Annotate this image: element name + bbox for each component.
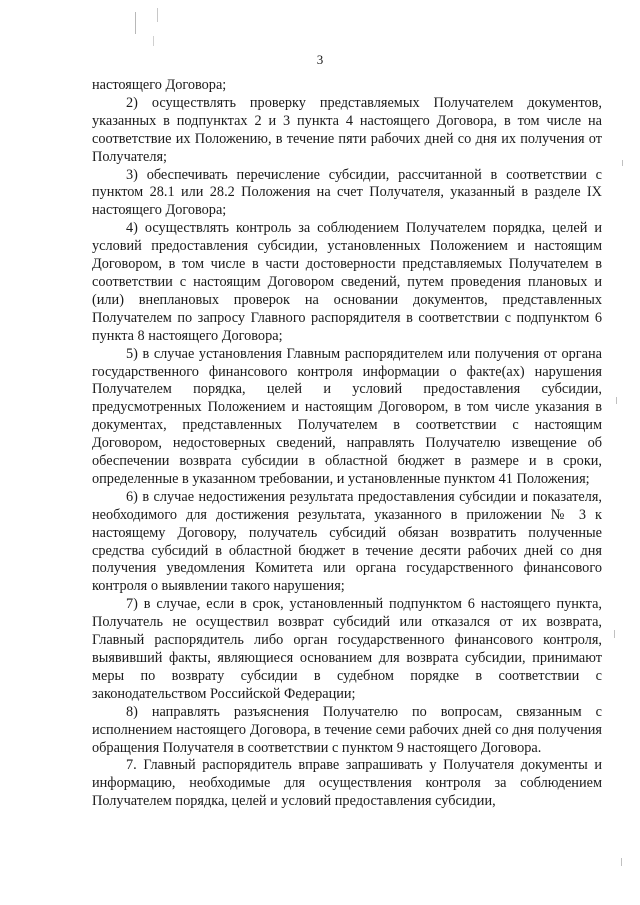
paragraph-clause-7: 7. Главный распорядитель вправе запрашивать у Получателя документы и информацию, необходимые для осуществления контроля за соблюдением Получателем порядка, целей и условий предоставления субсидии,	[92, 757, 602, 810]
scan-artifact-line	[135, 12, 136, 34]
scan-artifact-speck	[621, 858, 622, 866]
scan-artifact-speck	[616, 397, 617, 404]
scan-artifact-line	[153, 36, 154, 46]
paragraph-item-6: 6) в случае недостижения результата предоставления субсидии и показателя, необходимого для достижения результата, указанного в приложении № 3 к настоящему Договору, получатель субсидий обязан возвратить полученные средства субсидий в областной бюджет в течение десяти рабочих дней со дня получения уведомления Комитета или органа государственного финансового контроля о выявлении такого нарушения;	[92, 488, 602, 595]
paragraph-item-5: 5) в случае установления Главным распорядителем или получения от органа государственного финансового контроля информации о факте(ах) нарушения Получателем порядка, целей и условий предоставления субсидии, предусмотренных Положением и настоящим Договором, в том числе указания в документах, представленных Получателем в соответствии с настоящим Договором, недостоверных сведений, направлять Получателю извещение об обеспечении возврата субсидии в областной бюджет в размере и в сроки, определенные в указанном требовании, и установленные пунктом 41 Положения;	[92, 345, 602, 487]
paragraph-continuation: настоящего Договора;	[92, 77, 227, 93]
paragraph-item-3: 3) обеспечивать перечисление субсидии, рассчитанной в соответствии с пунктом 28.1 или 28.2 Положения на счет Получателя, указанный в разделе IX настоящего Договора;	[92, 166, 602, 219]
paragraph-item-7: 7) в случае, если в срок, установленный подпунктом 6 настоящего пункта, Получатель не осуществил возврат субсидий или отказался от их возврата, Главный распорядитель либо орган государственного финансового контроля, выявивший факты, являющиеся основанием для возврата субсидии, принимают меры по возврату субсидии в судебном порядке в соответствии с законодательством Российской Федерации;	[92, 596, 602, 702]
paragraph-item-4: 4) осуществлять контроль за соблюдением Получателем порядка, целей и условий предоставления субсидии, установленных Положением и настоящим Договором, в том числе в части достоверности представляемых Получателем в соответствии с настоящим Договором сведений, путем проведения плановых и (или) внеплановых проверок на основании документов, представленных Получателем по запросу Главного распорядителя в соответствии с подпунктом 6 пункта 8 настоящего Договора;	[92, 220, 602, 344]
paragraph-item-8: 8) направлять разъяснения Получателю по вопросам, связанным с исполнением настоящего Договора, в течение семи рабочих дней со дня получения обращения Получателя в соответствии с пунктом 9 настоящего Договора.	[92, 703, 602, 756]
document-body	[92, 77, 602, 811]
page-number: 3	[316, 52, 324, 67]
scan-artifact-line	[157, 8, 158, 22]
scan-artifact-speck	[622, 160, 623, 166]
scan-artifact-speck	[614, 630, 615, 638]
paragraph-item-2: 2) осуществлять проверку представляемых Получателем документов, указанных в подпунктах 2 и 3 пункта 4 настоящего Договора, в том числе на соответствие их Положению, в течение пяти рабочих дней со дня их получения от Получателя;	[92, 94, 602, 165]
